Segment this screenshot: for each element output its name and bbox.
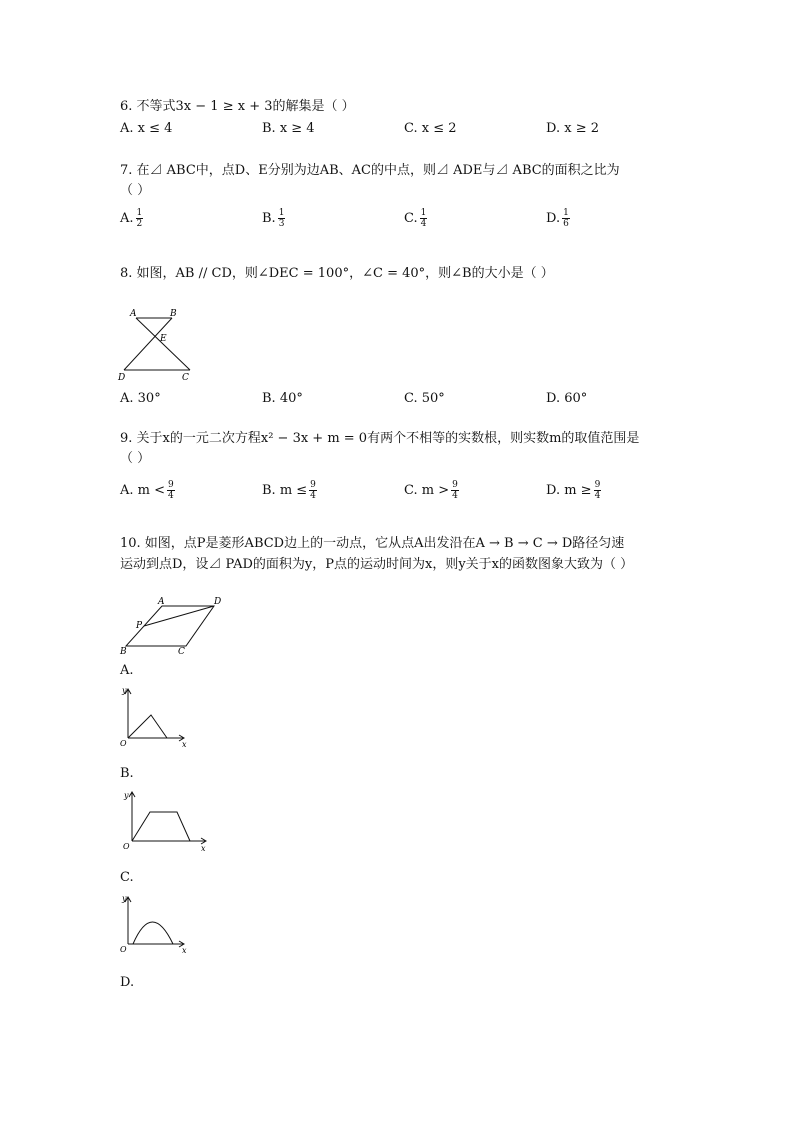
numerator: 9 bbox=[452, 480, 458, 490]
segment-bd bbox=[124, 318, 172, 370]
q8-option-a[interactable]: A. 30° bbox=[120, 391, 161, 406]
q6-option-c[interactable]: C. x ≤ 2 bbox=[404, 121, 457, 136]
option-prefix: A. m < bbox=[120, 483, 166, 498]
label-d: D bbox=[214, 597, 222, 607]
q10-graph-b[interactable] bbox=[115, 786, 215, 854]
q9-option-c[interactable] bbox=[404, 480, 459, 501]
numerator: 1 bbox=[278, 208, 285, 218]
graph-curve bbox=[128, 715, 167, 738]
label-a: A bbox=[130, 309, 137, 319]
label-b: B bbox=[170, 309, 177, 319]
fraction bbox=[309, 480, 317, 501]
axis-label-x: x bbox=[182, 740, 187, 749]
axis-label-x: x bbox=[201, 844, 206, 853]
denominator: 4 bbox=[452, 491, 458, 501]
label-d: D bbox=[118, 373, 126, 383]
q8-option-b[interactable]: B. 40° bbox=[262, 391, 303, 406]
origin-label: O bbox=[120, 739, 127, 748]
option-prefix: D. m ≥ bbox=[546, 483, 592, 498]
q6-stem: 6. 不等式3x − 1 ≥ x + 3的解集是（ ） bbox=[120, 99, 355, 114]
numerator: 1 bbox=[563, 208, 569, 218]
segment-pd bbox=[144, 606, 214, 626]
segment-ac bbox=[136, 318, 190, 370]
denominator: 6 bbox=[563, 219, 569, 229]
q9-option-d[interactable] bbox=[546, 480, 601, 501]
q7-stem-line2: （ ） bbox=[120, 183, 151, 198]
label-c: C bbox=[178, 647, 185, 656]
denominator: 3 bbox=[278, 219, 285, 229]
fraction bbox=[594, 480, 602, 501]
q10-choice-b-label[interactable]: B. bbox=[120, 766, 134, 781]
axis-label-y: y bbox=[122, 686, 127, 695]
option-prefix: B. m ≤ bbox=[262, 483, 308, 498]
denominator: 4 bbox=[310, 491, 316, 501]
fraction bbox=[278, 208, 286, 229]
denominator: 2 bbox=[136, 219, 143, 229]
q8-option-c[interactable]: C. 50° bbox=[404, 391, 445, 406]
q6-option-b[interactable]: B. x ≥ 4 bbox=[262, 121, 315, 136]
q8-option-d[interactable]: D. 60° bbox=[546, 391, 588, 406]
label-c: C bbox=[182, 373, 189, 383]
q7-option-c[interactable] bbox=[404, 208, 427, 229]
q9-option-a[interactable] bbox=[120, 480, 175, 501]
denominator: 4 bbox=[594, 491, 601, 501]
q10-stem-line2: 运动到点D，设⊿ PAD的面积为y，P点的运动时间为x，则y关于x的函数图象大致为（ ） bbox=[120, 557, 634, 572]
numerator: 1 bbox=[136, 208, 143, 218]
option-prefix: B. bbox=[262, 211, 276, 226]
numerator: 9 bbox=[594, 480, 601, 490]
axis-label-y: y bbox=[122, 894, 127, 903]
q8-stem: 8. 如图，AB // CD，则∠DEC = 100°，∠C = 40°，则∠B的大小是（ ） bbox=[120, 266, 554, 281]
q8-figure bbox=[110, 305, 210, 385]
q6-option-d[interactable]: D. x ≥ 2 bbox=[546, 121, 599, 136]
q10-graph-a[interactable] bbox=[115, 684, 195, 750]
graph-curve bbox=[133, 922, 173, 944]
fraction bbox=[562, 208, 570, 229]
axis-label-x: x bbox=[182, 946, 187, 955]
option-prefix: C. m > bbox=[404, 483, 450, 498]
label-e: E bbox=[160, 334, 167, 344]
numerator: 1 bbox=[420, 208, 427, 218]
axis-label-y: y bbox=[124, 791, 129, 800]
label-b: B bbox=[120, 647, 127, 656]
q6-option-a[interactable]: A. x ≤ 4 bbox=[120, 121, 173, 136]
q7-option-a[interactable] bbox=[120, 208, 143, 229]
label-p: P bbox=[136, 621, 143, 631]
denominator: 4 bbox=[168, 491, 174, 501]
q10-choice-c-label[interactable]: C. bbox=[120, 870, 134, 885]
label-a: A bbox=[158, 597, 165, 607]
q7-option-b[interactable] bbox=[262, 208, 285, 229]
option-prefix: D. bbox=[546, 211, 561, 226]
q7-stem-line1: 7. 在⊿ ABC中，点D、E分别为边AB、AC的中点，则⊿ ADE与⊿ ABC的面积之比为 bbox=[120, 163, 620, 178]
origin-label: O bbox=[123, 842, 130, 851]
fraction bbox=[420, 208, 428, 229]
q10-rhombus-figure bbox=[110, 594, 230, 656]
numerator: 9 bbox=[168, 480, 174, 490]
graph-curve bbox=[132, 812, 190, 841]
numerator: 9 bbox=[310, 480, 316, 490]
q10-choice-a-label[interactable]: A. bbox=[120, 663, 134, 678]
q7-option-d[interactable] bbox=[546, 208, 570, 229]
fraction bbox=[167, 480, 175, 501]
denominator: 4 bbox=[420, 219, 427, 229]
q9-stem-line2: （ ） bbox=[120, 451, 151, 466]
q9-option-b[interactable] bbox=[262, 480, 317, 501]
origin-label: O bbox=[120, 945, 127, 954]
fraction bbox=[136, 208, 144, 229]
q10-stem-line1: 10. 如图，点P是菱形ABCD边上的一动点，它从点A出发沿在A → B → C → D路径匀速 bbox=[120, 536, 625, 551]
q10-choice-d-label[interactable]: D. bbox=[120, 975, 135, 990]
option-prefix: A. bbox=[120, 211, 134, 226]
option-prefix: C. bbox=[404, 211, 418, 226]
fraction bbox=[451, 480, 459, 501]
q9-stem-line1: 9. 关于x的一元二次方程x² − 3x + m = 0有两个不相等的实数根，则实数m的取值范围是 bbox=[120, 431, 640, 446]
q10-graph-c[interactable] bbox=[115, 892, 195, 956]
